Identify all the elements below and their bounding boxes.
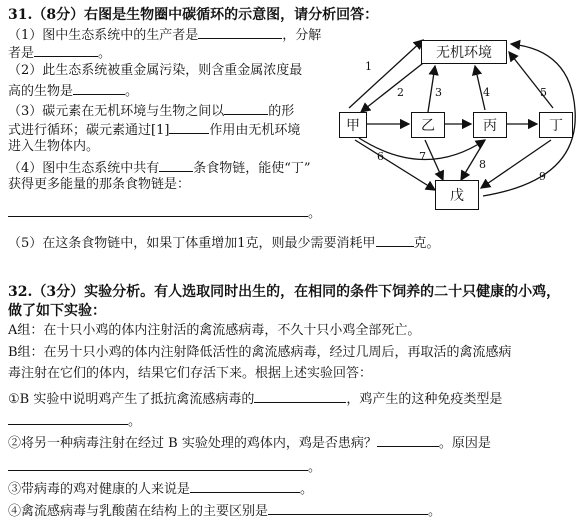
q31-item3-line2: [8, 119, 300, 139]
q31-item1-text-b: ，分解: [282, 28, 322, 43]
q31-item3-text-c: 式进行循环；碳元素通过[1]: [8, 123, 170, 138]
q32-item1-text-a: ①B 实验中说明鸡产生了抵抗禽流感病毒的: [8, 392, 255, 407]
q32-item2-text-b: 。原因是: [438, 436, 491, 451]
q31-blank-decomposer[interactable]: [34, 42, 98, 57]
q32-item2-line2: 。: [8, 456, 321, 476]
q32-group-a: A组：在十只小鸡的体内注射活的禽流感病毒，不久十只小鸡全部死亡。: [8, 323, 421, 338]
q31-blank-carbon-form[interactable]: [224, 100, 268, 115]
q31-blank-process1[interactable]: [169, 119, 209, 134]
q31-item5-text-a: （5）在这条食物链中，如果丁体重增加1克，则最少需要消耗甲: [8, 236, 376, 251]
q32-item4-line: ④禽流感病毒与乳酸菌在结构上的主要区别是 。: [8, 500, 441, 520]
q31-item1-line1: [8, 24, 321, 44]
q31-item3-text-d: 作用由无机环境: [209, 123, 301, 138]
q32-item3-line: ③带病毒的鸡对健康的人来说是 。: [8, 478, 313, 498]
label-9: 9: [539, 170, 546, 183]
q32-group-b-line2: 毒注射在它们的体内，结果它们存活下来。根据上述实验回答：: [8, 366, 373, 381]
q32-blank-immunity-type[interactable]: [8, 410, 128, 425]
q31-item4-line3: 。: [8, 202, 321, 222]
q31-item1-text-c: 者是: [8, 46, 35, 61]
arrow-3: [428, 66, 435, 112]
label-5: 5: [540, 86, 547, 99]
arrow-5: [509, 52, 553, 108]
label-7: 7: [419, 150, 426, 163]
q31-item3-text-a: （3）碳元素在无机环境与生物之间以: [8, 104, 225, 119]
q31-item5-line: [8, 232, 440, 252]
q31-item3-text-b: 的形: [268, 104, 295, 119]
q32-group-b-line1: B组：在另十只小鸡的体内注射降低活性的禽流感病毒，经过几周后，再取活的禽流感病: [8, 345, 512, 360]
label-6: 6: [377, 150, 384, 163]
q31-item3-line3: 进入生物体内。: [8, 139, 100, 154]
q31-blank-heavy-metal[interactable]: [73, 80, 125, 95]
q32-item2-text-a: ②将另一种病毒注射在经过 B 实验处理的鸡体内，鸡是否患病？: [8, 436, 377, 451]
label-8: 8: [479, 158, 486, 171]
node-inorganic-environment: 无机环境: [421, 40, 507, 64]
q31-item2-line2: 高的生物是 。: [8, 80, 138, 100]
q31-blank-producer[interactable]: [198, 24, 282, 39]
q32-item2-line1: [8, 432, 491, 452]
label-1: 1: [365, 60, 372, 73]
label-2: 2: [397, 86, 404, 99]
label-4: 4: [483, 86, 490, 99]
node-wu: 戊: [435, 180, 479, 210]
q31-blank-food-chain[interactable]: [8, 202, 308, 217]
q32-blank-disease[interactable]: [377, 432, 439, 447]
q31-item4-text-a: （4）图中生态系统中共有: [8, 161, 160, 176]
q31-item1-text-a: （1）图中生态系统中的生产者是: [8, 28, 199, 43]
label-3: 3: [435, 86, 442, 99]
q31-item4-line1: [8, 157, 311, 177]
q32-heading-line1: 32.（3分）实验分析。有人选取同时出生的，在相同的条件下饲养的二十只健康的小鸡，: [8, 284, 561, 300]
q31-item4-line2: 获得更多能量的那条食物链是：: [8, 177, 191, 192]
q32-item3-text: ③带病毒的鸡对健康的人来说是: [8, 482, 191, 497]
q31-blank-grams[interactable]: [376, 232, 414, 247]
q32-item4-text: ④禽流感病毒与乳酸菌在结构上的主要区别是: [8, 504, 269, 519]
q31-item5-text-b: 克。: [413, 236, 440, 251]
q32-heading-line2: 做了如下实验：: [8, 303, 106, 319]
q31-item1-line2: 者是 。: [8, 42, 111, 62]
node-bing: 丙: [473, 112, 507, 138]
arrow-1: [349, 40, 423, 108]
q31-item2-text-b: 高的生物是: [8, 84, 74, 99]
node-ding: 丁: [539, 112, 573, 138]
carbon-cycle-diagram: [335, 30, 585, 220]
node-yi: 乙: [411, 112, 445, 138]
q31-item4-text-b: 条食物链，能使“丁”: [193, 161, 311, 176]
q32-blank-pathogen[interactable]: [190, 478, 300, 493]
q32-blank-structure[interactable]: [268, 500, 428, 515]
q32-item1-line2: 。: [8, 410, 141, 430]
q31-item3-line1: [8, 100, 294, 120]
q31-heading: 31.（8分）右图是生物圈中碳循环的示意图，请分析回答：: [8, 7, 379, 23]
q31-item2-line1: （2）此生态系统被重金属污染，则含重金属浓度最: [8, 63, 303, 78]
q32-item1-line1: [8, 388, 502, 408]
q31-blank-chain-count[interactable]: [159, 157, 193, 172]
q32-blank-reason[interactable]: [8, 456, 308, 471]
arrow-6: [355, 140, 435, 190]
q32-item1-text-b: ，鸡产生的这种免疫类型是: [346, 392, 503, 407]
q32-blank-antibody[interactable]: [254, 388, 346, 403]
node-jia: 甲: [339, 112, 367, 138]
